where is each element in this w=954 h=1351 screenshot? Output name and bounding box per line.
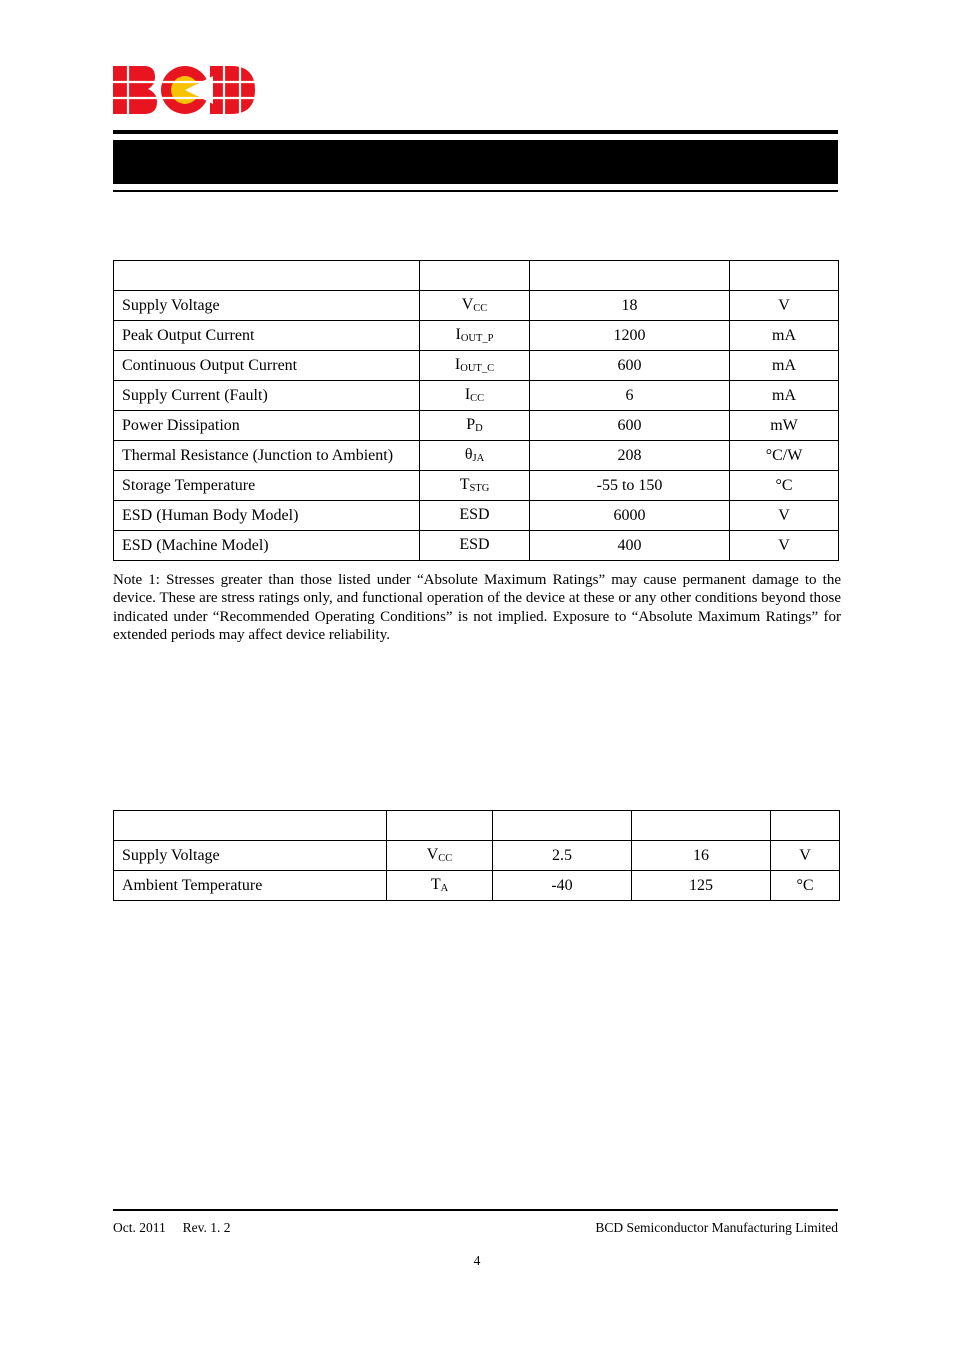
table-row [114, 531, 839, 561]
value-cell: -55 to 150 [530, 471, 730, 501]
unit-cell: mA [730, 381, 839, 411]
header-cell [632, 811, 771, 841]
footer-date-revision: Oct. 2011 Rev. 1. 2 [113, 1220, 231, 1235]
table-row [114, 441, 839, 471]
unit-cell: °C [771, 871, 840, 901]
parameter-cell: Supply Voltage [114, 841, 387, 871]
parameter-cell: Storage Temperature [114, 471, 420, 501]
symbol-cell: $V_{CC}$ [420, 291, 530, 321]
symbol-cell: ESD [420, 501, 530, 531]
table-row [114, 291, 839, 321]
table-row [114, 871, 840, 901]
header-cell [420, 261, 530, 291]
symbol-cell: $I_{OUT\_P}$ [420, 321, 530, 351]
page-number: 4 [473, 1253, 481, 1268]
value-cell: 6000 [530, 501, 730, 531]
symbol-cell: $I_{CC}$ [420, 381, 530, 411]
parameter-cell: Power Dissipation [114, 411, 420, 441]
header-underline [113, 190, 838, 192]
value-cell: 600 [530, 411, 730, 441]
unit-cell: mA [730, 321, 839, 351]
header-cell [730, 261, 839, 291]
table-row [114, 321, 839, 351]
min-cell: 2.5 [493, 841, 632, 871]
recommended-operating-conditions-table [113, 810, 840, 901]
unit-cell: V [730, 501, 839, 531]
header-cell [114, 261, 420, 291]
note-1: Note 1: Stresses greater than those listed under “Absolute Maximum Ratings” may cause permanent damage to the device. These are stress ratings only, and functional operation of the device at these or any other conditions beyond those indicated under “Recommended Operating Conditions” is not implied. Exposure to “Absolute Maximum Ratings” for extended periods may affect device reliability. [113, 572, 841, 643]
symbol-cell: $V_{CC}$ [387, 841, 493, 871]
header-cell [114, 811, 387, 841]
max-cell: 125 [632, 871, 771, 901]
absolute-maximum-ratings-table [113, 260, 839, 561]
table-row [114, 501, 839, 531]
parameter-cell: Supply Voltage [114, 291, 420, 321]
header-cell [530, 261, 730, 291]
unit-cell: mW [730, 411, 839, 441]
symbol-cell: $\theta_{JA}$ [420, 441, 530, 471]
table-row [114, 841, 840, 871]
unit-cell: °C/W [730, 441, 839, 471]
table-header-row [114, 811, 840, 841]
unit-cell: mA [730, 351, 839, 381]
header-cell [493, 811, 632, 841]
symbol-cell: $T_{STG}$ [420, 471, 530, 501]
unit-cell: °C [730, 471, 839, 501]
parameter-cell: ESD (Machine Model) [114, 531, 420, 561]
symbol-cell: $T_A$ [387, 871, 493, 901]
value-cell: 400 [530, 531, 730, 561]
table-row [114, 471, 839, 501]
parameter-cell: Peak Output Current [114, 321, 420, 351]
section-title-bar [113, 140, 838, 184]
footer-company: BCD Semiconductor Manufacturing Limited [595, 1220, 838, 1235]
parameter-cell: Continuous Output Current [114, 351, 420, 381]
parameter-cell: Supply Current (Fault) [114, 381, 420, 411]
table-header-row [114, 261, 839, 291]
symbol-cell: $P_D$ [420, 411, 530, 441]
value-cell: 1200 [530, 321, 730, 351]
header-rule [113, 130, 838, 134]
symbol-cell: ESD [420, 531, 530, 561]
symbol-cell: $I_{OUT\_C}$ [420, 351, 530, 381]
bcd-logo [113, 66, 255, 114]
unit-cell: V [730, 531, 839, 561]
header-cell [771, 811, 840, 841]
table-row [114, 351, 839, 381]
min-cell: -40 [493, 871, 632, 901]
max-cell: 16 [632, 841, 771, 871]
unit-cell: V [771, 841, 840, 871]
parameter-cell: Thermal Resistance (Junction to Ambient) [114, 441, 420, 471]
value-cell: 6 [530, 381, 730, 411]
value-cell: 18 [530, 291, 730, 321]
table-row [114, 381, 839, 411]
footer-rule [113, 1209, 838, 1211]
parameter-cell: Ambient Temperature [114, 871, 387, 901]
header-cell [387, 811, 493, 841]
parameter-cell: ESD (Human Body Model) [114, 501, 420, 531]
unit-cell: V [730, 291, 839, 321]
value-cell: 600 [530, 351, 730, 381]
value-cell: 208 [530, 441, 730, 471]
table-row [114, 411, 839, 441]
